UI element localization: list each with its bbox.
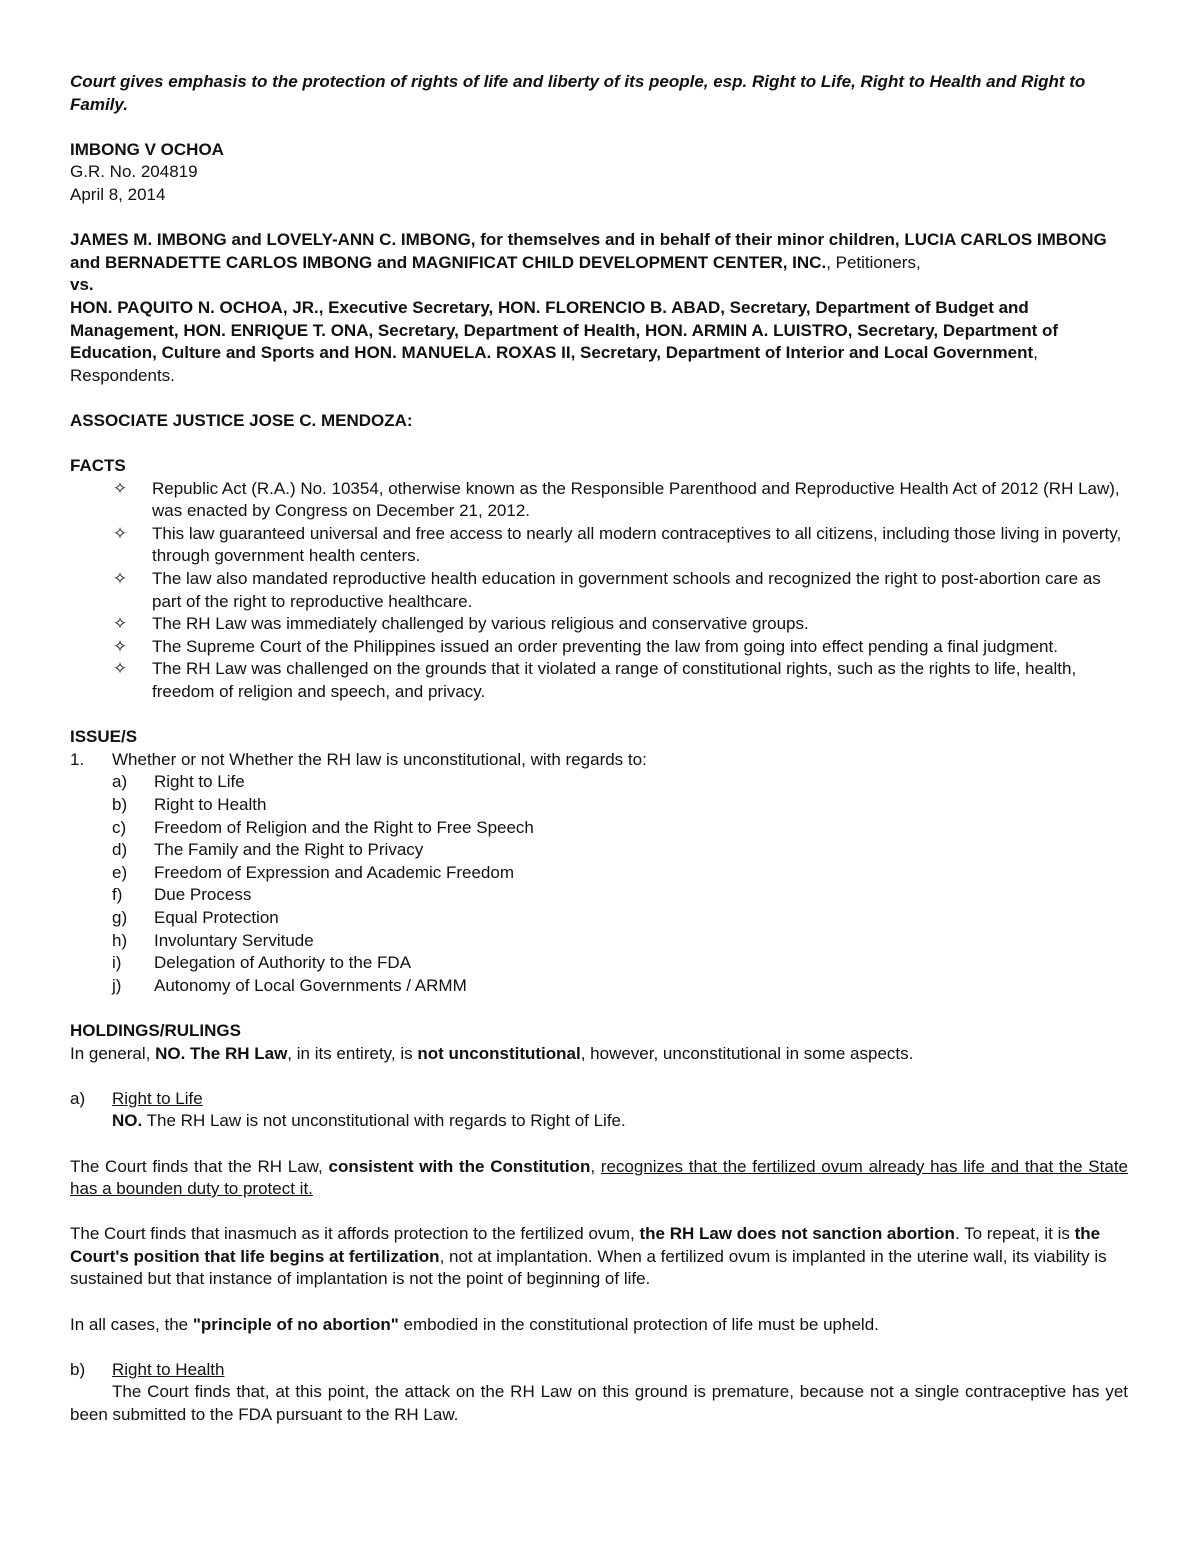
holdings-heading: HOLDINGS/RULINGS: [70, 1020, 241, 1040]
holdings-general: In general, NO. The RH Law, in its entirety, is not unconstitutional, however, unconstitutional in some aspects.: [70, 1043, 914, 1063]
holding-a-answer: NO. The RH Law is not unconstitutional with regards to Right of Life.: [112, 1111, 626, 1131]
fact-item: ✧ Republic Act (R.A.) No. 10354, otherwise known as the Responsible Parenthood and Reproductive Health Act of 2012 (RH Law), was enacted by Congress on December 21, 2012.: [70, 478, 1128, 523]
issue-sub-item: e) Freedom of Expression and Academic Freedom: [112, 862, 515, 882]
holding-a-paragraph-3: In all cases, the "principle of no abortion" embodied in the constitutional protection of life must be upheld.: [70, 1314, 879, 1334]
versus: vs.: [70, 275, 94, 295]
facts-list: [70, 478, 1128, 704]
issue-sub-item: c) Freedom of Religion and the Right to Free Speech: [112, 817, 534, 837]
ponente: ASSOCIATE JUSTICE JOSE C. MENDOZA:: [70, 410, 413, 430]
fact-item: ✧ The RH Law was challenged on the grounds that it violated a range of constitutional rights, such as the rights to life, health, freedom of religion and speech, and privacy.: [70, 658, 1128, 703]
case-gr-number: G.R. No. 204819: [70, 162, 198, 182]
fact-item: ✧ This law guaranteed universal and free access to nearly all modern contraceptives to all citizens, including those living in poverty, through government health centers.: [70, 523, 1128, 568]
star-bullet-icon: ✧: [112, 523, 128, 543]
issue-sub-item: d) The Family and the Right to Privacy: [112, 840, 424, 860]
star-bullet-icon: ✧: [112, 569, 128, 589]
fact-item: ✧ The Supreme Court of the Philippines issued an order preventing the law from going into effect pending a final judgment.: [70, 636, 1128, 659]
facts-heading: FACTS: [70, 456, 126, 476]
issue-sub-item: j) Autonomy of Local Governments / ARMM: [112, 975, 467, 995]
issues-heading: ISSUE/S: [70, 727, 138, 747]
respondents-role: , Respondents.: [70, 343, 1038, 385]
issue-sub-item: b) Right to Health: [112, 795, 267, 814]
case-date: April 8, 2014: [70, 184, 166, 204]
respondents-names: HON. PAQUITO N. OCHOA, JR., Executive Secretary, HON. FLORENCIO B. ABAD, Secretary, Department of Budget and Management, HON. ENRIQUE T. ONA, Secretary, Department of Health, HON. ARMIN A. LUISTRO, Secretary, Department of Education, Culture and Sports and HON. MANUELA. ROXAS II, Secretary, Department of Interior and Local Government: [70, 297, 1059, 363]
star-bullet-icon: ✧: [112, 614, 128, 634]
issue-sub-item: g) Equal Protection: [112, 907, 279, 927]
issue-sub-item: i) Delegation of Authority to the FDA: [112, 953, 412, 973]
star-bullet-icon: ✧: [112, 659, 128, 679]
holding-a-paragraph-2: The Court finds that inasmuch as it affords protection to the fertilized ovum, the RH Law does not sanction abortion. To repeat, it is the Court's position that life begins at fertilization, not at implantation. When a fertilized ovum is implanted in the uterine wall, its viability is sustained but that instance of implantation is not the point of beginning of life.: [70, 1224, 1107, 1289]
petitioners-role: , Petitioners,: [826, 252, 921, 272]
case-title: IMBONG V OCHOA: [70, 139, 224, 159]
holding-a-title: a) Right to Life: [70, 1088, 203, 1108]
holding-a-paragraph-1: The Court finds that the RH Law, consistent with the Constitution, recognizes that the fertilized ovum already has life and that the State has a bounden duty to protect it.: [70, 1156, 1128, 1199]
holding-b-paragraph: The Court finds that, at this point, the attack on the RH Law on this ground is premature, because not a single contraceptive has yet been submitted to the FDA pursuant to the RH Law.: [70, 1382, 1128, 1425]
fact-item: ✧ The law also mandated reproductive health education in government schools and recognized the right to post-abortion care as part of the right to reproductive healthcare.: [70, 568, 1128, 613]
fact-item: ✧ The RH Law was immediately challenged by various religious and conservative groups.: [70, 613, 1128, 636]
star-bullet-icon: ✧: [112, 636, 128, 656]
emphasis-note: Court gives emphasis to the protection of rights of life and liberty of its people, esp. Right to Life, Right to Health and Right to Family.: [70, 72, 1086, 114]
issue-sub-item: f) Due Process: [112, 885, 252, 905]
issue-main: 1. Whether or not Whether the RH law is unconstitutional, with regards to:: [70, 749, 647, 769]
issue-sub-item: a) Right to Life: [112, 772, 245, 792]
petitioners: [70, 229, 1128, 274]
issue-sub-item: h) Involuntary Servitude: [112, 930, 314, 950]
star-bullet-icon: ✧: [112, 478, 128, 498]
respondents: [70, 297, 1128, 387]
petitioners-names: JAMES M. IMBONG and LOVELY-ANN C. IMBONG, for themselves and in behalf of their minor children, LUCIA CARLOS IMBONG and BERNADETTE CARLOS IMBONG and MAGNIFICAT CHILD DEVELOPMENT CENTER, INC.: [70, 230, 1107, 272]
holding-b-title: b) Right to Health: [70, 1359, 225, 1379]
